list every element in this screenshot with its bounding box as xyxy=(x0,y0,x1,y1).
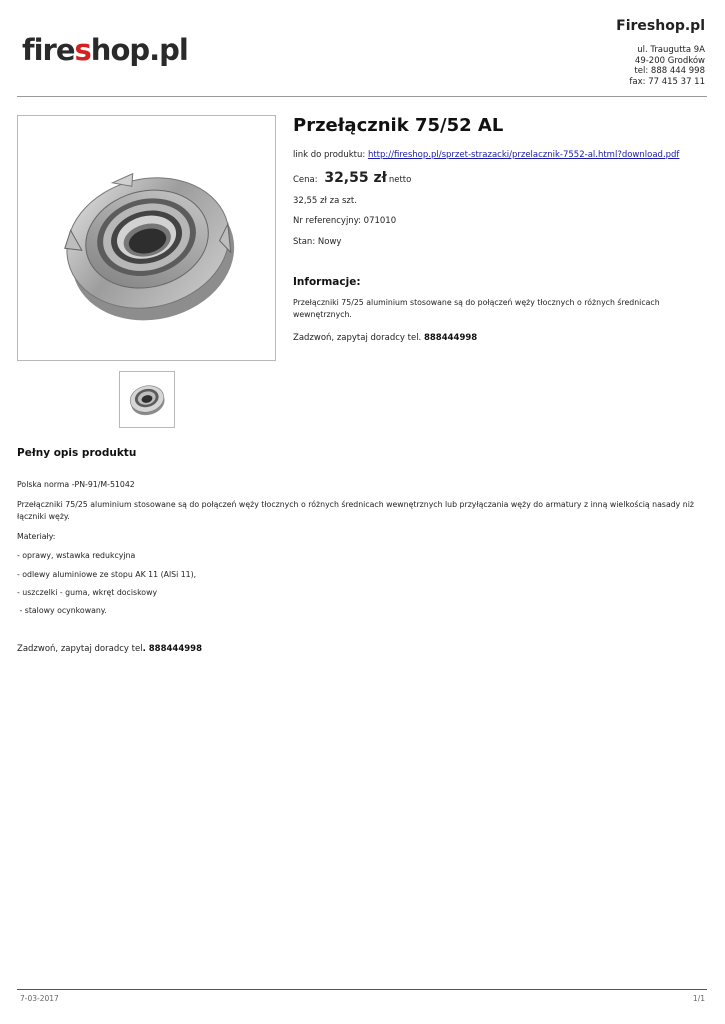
coupling-image xyxy=(18,116,275,360)
full-call-number: . 888444998 xyxy=(142,644,202,654)
address-line: ul. Traugutta 9A xyxy=(637,45,705,55)
full-description-heading: Pełny opis produktu xyxy=(17,447,137,459)
product-thumbnail[interactable] xyxy=(119,371,175,428)
state-label: Stan: xyxy=(293,237,316,247)
price-line xyxy=(293,170,411,186)
materials-item: - oprawy, wstawka redukcyjna xyxy=(17,551,136,560)
price-label: Cena: xyxy=(293,175,318,185)
materials-item: - uszczelki - guma, wkręt dociskowy xyxy=(17,588,158,597)
info-heading: Informacje: xyxy=(293,276,361,288)
state-value: Nowy xyxy=(317,237,342,247)
full-call-text: Zadzwoń, zapytaj doradcy tel xyxy=(17,644,143,654)
address-fax: fax: 77 415 37 11 xyxy=(629,76,705,87)
address-line: 49-200 Grodków xyxy=(634,55,705,66)
product-title: Przełącznik 75/52 AL xyxy=(293,115,504,136)
unit-price: 32,55 zł za szt. xyxy=(293,196,357,206)
reference-line xyxy=(293,216,396,226)
info-call-text: Zadzwoń, zapytaj doradcy tel. xyxy=(293,333,422,343)
shop-name: Fireshop.pl xyxy=(616,18,705,34)
reference-value: 071010 xyxy=(363,216,397,226)
logo-text-part3: hop.pl xyxy=(90,33,188,67)
info-call-line xyxy=(293,333,477,343)
reference-label: Nr referencyjny: xyxy=(293,216,361,226)
product-link-label: link do produktu: xyxy=(293,150,366,160)
footer-divider xyxy=(17,989,707,990)
address-phone: tel: 888 444 998 xyxy=(634,66,705,77)
product-link-line xyxy=(293,150,679,160)
product-image xyxy=(17,115,276,361)
full-call-line xyxy=(17,644,202,654)
price-suffix: netto xyxy=(388,175,412,185)
materials-label: Materiały: xyxy=(17,532,56,541)
header-divider xyxy=(17,96,707,97)
info-call-number: 888444998 xyxy=(423,333,478,343)
product-link[interactable]: http://fireshop.pl/sprzet-strazacki/przelacznik-7552-al.html?download.pdf xyxy=(367,150,680,160)
fireshop-logo xyxy=(22,33,188,67)
state-line xyxy=(293,237,341,247)
full-description-text: Przełączniki 75/25 aluminium stosowane są do połączeń węży tłocznych o różnych średnicach wewnętrznych lub przyłączania węży do armatury z inną wielkością nasady niż łączniki węży. xyxy=(17,500,694,521)
materials-item: - stalowy ocynkowany. xyxy=(17,606,107,615)
shop-address xyxy=(629,45,705,87)
footer-date: 7-03-2017 xyxy=(20,994,59,1003)
logo-text-part1: fire xyxy=(22,33,75,67)
footer-page-number: 1/1 xyxy=(692,994,705,1003)
norm-text: Polska norma -PN-91/M-51042 xyxy=(17,480,135,489)
coupling-thumbnail-image xyxy=(120,372,174,427)
info-description: Przełączniki 75/25 aluminium stosowane są do połączeń węży tłocznych o różnych średnicach wewnętrznych. xyxy=(293,298,660,319)
price-value: 32,55 zł xyxy=(324,170,387,186)
materials-item: - odlewy aluminiowe ze stopu AK 11 (AlSi 11), xyxy=(17,570,197,579)
logo-text-accent: s xyxy=(74,33,91,67)
